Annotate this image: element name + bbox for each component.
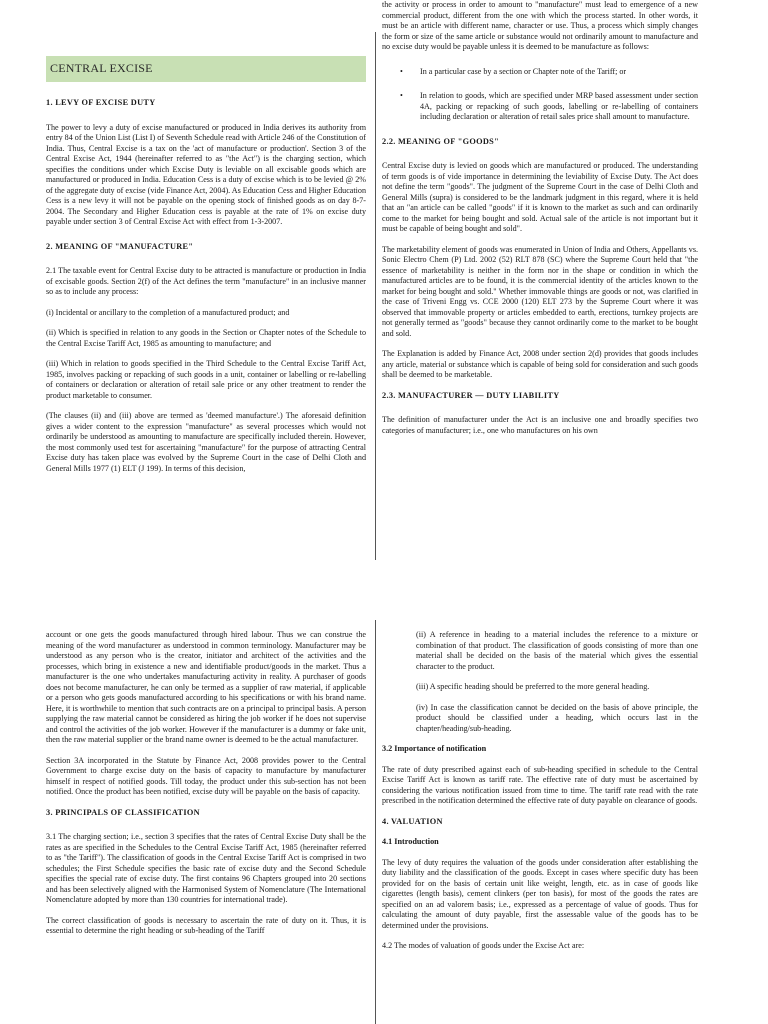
paragraph-section-3a: Section 3A incorporated in the Statute by Finance Act, 2008 provides power to the Central Government to charge excise duty on the basis of capacity to manufacture by manufacturer himself in respect of notified goods. Till today, the product under this sub-section has not been notified. Once the product has been notified, excise duty will be payable on the basis of capacity. xyxy=(46,755,366,796)
paragraph-manufacturer: The definition of manufacturer under the Act is an inclusive one and broadly specifies two categories of manufacturer; i.e., one who manufactures on his own xyxy=(382,415,698,435)
heading-manufacturer-duty-liability: 2.3. MANUFACTURER — DUTY LIABILITY xyxy=(382,390,560,400)
paragraph-introduction: The levy of duty requires the valuation of the goods under consideration after establishing the duty liability and the classification of the goods. Except in cases where specific duty has been provided for on the basis of certain unit like weight, length, etc. as in case of goods like cigarettes (length basis), cement clinkers (per ton basis), for most of the goods the rates are specified on an ad valorem basis; i.e., expressed as a percentage of value of goods. Thus for calculating the amount of duty payable, first the assessable value of the goods has to be determined under the provisions. xyxy=(382,857,698,930)
clause-iii: (iii) Which in relation to goods specified in the Third Schedule to the Central Excise Tariff Act, 1985, involves packing or repacking of such goods in a unit, container or labelling or re-labelling of containers or declaration or alteration of retail sale price or any other treatment to render the product marketable to consumer. xyxy=(46,359,366,400)
clause-ii: (ii) Which is specified in relation to any goods in the Section or Chapter notes of the Schedule to the Central Excise Tariff Act, 1985 as amounting to manufacture; and xyxy=(46,328,366,348)
section-banner: CENTRAL EXCISE xyxy=(46,56,366,82)
heading-principals-of-classification: 3. PRINCIPALS OF CLASSIFICATION xyxy=(46,807,200,817)
bullet-icon: • xyxy=(400,91,403,100)
deemed-manufacture-list xyxy=(382,67,698,123)
paragraph-3-1: 3.1 The charging section; i.e., section 3 specifies that the rates of Central Excise Duty shall be the rates as are specified in the Schedules to the Central Excise Tariff Act, 1985 (hereinafter referred to as "the Tariff"). The classification of goods in the Central Excise Tariff Act is comprised in two schedules; the First Schedule specifies the basic rate of excise duty and the Second Schedule specifies the special rate of excise duty. The first contains 96 Chapters grouped into 20 sections and has been selectively aligned with the Harmonised System of Nomenclature (The International Nomenclature adopted by more than 130 countries for international trade). xyxy=(46,832,366,904)
heading-introduction: 4.1 Introduction xyxy=(382,837,439,846)
paragraph-marketability: The marketability element of goods was enumerated in Union of India and Others, Appellants vs. Sonic Electro Chem (P) Ltd. 2002 (52) RLT 878 (SC) where the Supreme Court held that "the essence of marketability is neither in the form nor in the shape or condition in which the manufactured articles are to be found, it is the commercial identity of the articles known to the market for being bought and sold." Whether immovable things are goods or not, was clarified in the case of Triveni Engg vs. CCE 2000 (120) ELT 273 by the Supreme Court where it was observed that immovable property or articles embedded to earth, erections, turnkey projects are not generally termed as "goods" because they cannot ordinarily come to the market to be bought and sold. xyxy=(382,244,698,338)
bottom-page-block xyxy=(0,620,768,1024)
rule-ii: (ii) A reference in heading to a material includes the reference to a mixture or combination of that product. The classification of goods consisting of more than one material shall be decided on the basis of the material which gives the essential character to the product. xyxy=(416,630,698,671)
paragraph-2-1: 2.1 The taxable event for Central Excise duty to be attracted is manufacture or production in India of excisable goods. Section 2(f) of the Act defines the term "manufacture" in an inclusive manner so as to include any process: xyxy=(46,266,366,296)
top-left-column xyxy=(46,0,366,575)
paragraph-goods: Central Excise duty is levied on goods which are manufactured or produced. The understanding of term goods is of vide importance in determining the leviability of Excise Duty. The Act does not define the term "goods". The judgment of the Supreme Court in the case of Delhi Cloth and General Mills (supra) is considered to be the landmark judgment in this regard, where it is held that an "an article can be called "goods" if it is known to the market as such and can ordinarily come to the market for being bought and sold. Actual sale of the article is not important but it must be capable of being bought and sold". xyxy=(382,161,698,233)
heading-importance-of-notification: 3.2 Importance of notification xyxy=(382,744,487,753)
paragraph-4-2: 4.2 The modes of valuation of goods under the Excise Act are: xyxy=(382,941,585,950)
list-item: • In relation to goods, which are specified under MRP based assessment under section 4A, packing or repacking of such goods, labelling or re-labelling of containers including declaration or alteration of retail sales price shall amount to manufacture. xyxy=(400,91,698,121)
heading-valuation: 4. VALUATION xyxy=(382,816,443,826)
rule-iii: (iii) A specific heading should be preferred to the more general heading. xyxy=(416,682,650,691)
paragraph-correct-classification: The correct classification of goods is necessary to ascertain the rate of duty on it. Thus, it is essential to determine the right heading or sub-heading of the Tariff xyxy=(46,915,366,935)
paragraph-importance: The rate of duty prescribed against each of sub-heading specified in schedule to the Central Excise Tariff Act is known as tariff rate. The effective rate of duty must be ascertained by considering the various notification issued from time to time. The tariff rate read with the rate prescribed in the notification determined the effective rate of duty payable on clearance of goods. xyxy=(382,764,698,805)
bottom-left-column xyxy=(46,620,366,1024)
paragraph-levy: The power to levy a duty of excise manufactured or produced in India derives its authority from entry 84 of the Union List (List I) of Seventh Schedule read with Article 246 of the Constitution of India. Thus, Central Excise is a tax on the 'act of manufacture or production'. Section 3 of the Central Excise Act, 1944 (hereinafter referred to as "the Act") is the charging section, which specifies the conditions under which Excise Duty is leviable on all excisable goods which are manufactured or produced in India. Education Cess is a duty of excise which is to be levied @ 2% of the aggregate duty of excise (vide Finance Act, 2004). As Education Cess and Higher Education Cess is a new levy it will not be payable on the opening stock of finished goods as on day 8-7-2004. The Secondary and Higher Education cess is payable at the rate of 1% on excise duty payable under section 3 of Central Excise Act with effect from 1-3-2007. xyxy=(46,122,366,226)
paragraph-deemed-manufacture: (The clauses (ii) and (iii) above are termed as 'deemed manufacture'.) The aforesaid definition gives a wider content to the expression "manufacture" as several processes which would not ordinarily be understood as amounting to manufacture are specifically included therein. However, the most commonly used test for ascertaining "manufacture" for the purpose of attracting Central Excise duty has taken place was evolved by the Supreme Court in the case of Delhi Cloth and General Mills 1977 (1) ELT (J 199). In terms of this decision, xyxy=(46,411,366,473)
paragraph-manufacturer-continued: account or one gets the goods manufactured through hired labour. Thus we can construe the meaning of the word manufacturer as understood in common terminology. Manufacturer may be understood as any person who is the creator, initiator and architect of the activities and the processes, which bring in existence a new and identifiable product/goods in the market. Thus a manufacturer is the one who undertakes manufacturing activity in reality. A purchaser of goods does not become manufacturer, he can only be termed as a supplier of raw material, if applicable or a person who gets goods manufactured according to his specifications or with his brand name. Here, it is worthwhile to mention that such contracts are on a principal to principal basis. A person supplying the raw material cannot be considered as hiring the job worker if he does not supervise and control the activities of the job worker. However if the manufacturer is a dummy or fake unit, then the raw material supplier or the brand name owner is deemed to be the actual manufacturer. xyxy=(46,630,366,744)
heading-levy-of-excise-duty: 1. LEVY OF EXCISE DUTY xyxy=(46,98,156,107)
heading-meaning-of-manufacture: 2. MEANING OF "MANUFACTURE" xyxy=(46,241,194,251)
column-divider xyxy=(375,620,376,1024)
column-divider xyxy=(375,32,376,560)
bottom-right-column xyxy=(382,620,698,1024)
top-right-column xyxy=(382,0,698,575)
clause-i: (i) Incidental or ancillary to the completion of a manufactured product; and xyxy=(46,307,290,317)
bullet-icon: • xyxy=(400,66,403,76)
heading-meaning-of-goods: 2.2. MEANING OF "GOODS" xyxy=(382,136,499,146)
paragraph-explanation: The Explanation is added by Finance Act, 2008 under section 2(d) provides that goods includes any article, material or substance which is capable of being sold for consideration and such goods shall be deemed to be marketable. xyxy=(382,349,698,379)
paragraph-manufacture-continued: the activity or process in order to amount to "manufacture" must lead to emergence of a new commercial product, different from the one with which the process started. In other words, it must be an article with different name, character or use. Thus, a process which simply changes the form or size of the same article or substance would not ordinarily amount to manufacture and no excise duty would be payable unless it is deemed to be manufacture as follows: xyxy=(382,0,698,51)
rule-iv: (iv) In case the classification cannot be decided on the basis of above principle, the product should be classified under a heading, which occurs last in the chapter/heading/sub-heading. xyxy=(416,702,698,733)
list-item: • In a particular case by a section or Chapter note of the Tariff; or xyxy=(400,66,627,76)
